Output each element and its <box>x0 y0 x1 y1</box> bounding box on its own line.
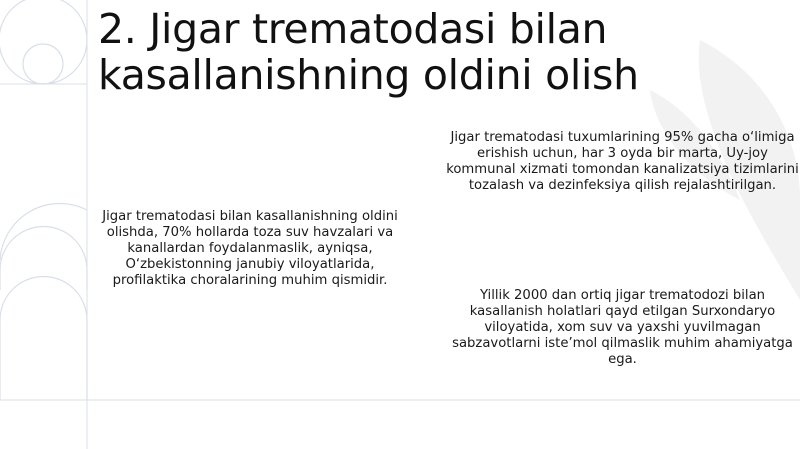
decor-circle-small <box>23 44 63 84</box>
right-bottom-paragraph: Yillik 2000 dan ortiq jigar trematodozi bilan kasallanish holatlari qayd etilgan Surxondaryo viloyatida, xom suv va yaxshi yuvilmagan sabzavotlarni iste’mol qilmaslik muhim ahamiyatga ega. <box>452 288 793 367</box>
slide-title-line-1: 2. Jigar trematodasi bilan <box>98 5 608 53</box>
left-paragraph: Jigar trematodasi bilan kasallanishning oldini olishda, 70% hollarda toza suv havzalari va kanallardan foydalanmaslik, ayniqsa, O‘zbekistonning janubiy viloyatlarida, profilaktika choralarining muhim qismidir. <box>102 209 398 288</box>
decor-circle-large <box>0 0 87 84</box>
slide-title-line-2: kasallanishning oldini olish <box>98 51 639 99</box>
right-top-paragraph: Jigar trematodasi tuxumlarining 95% gacha o‘limiga erishish uchun, har 3 oyda bir marta, Uy-joy kommunal xizmati tomondan kanalizatsiya tizimlarini tozalash va dezinfeksiya qilish rejalashtirilgan. <box>446 130 799 193</box>
decor-arch-upper <box>0 226 87 290</box>
decor-arch-lower <box>0 277 87 401</box>
slide-title <box>98 6 788 98</box>
decor-arch-outer <box>0 204 87 260</box>
